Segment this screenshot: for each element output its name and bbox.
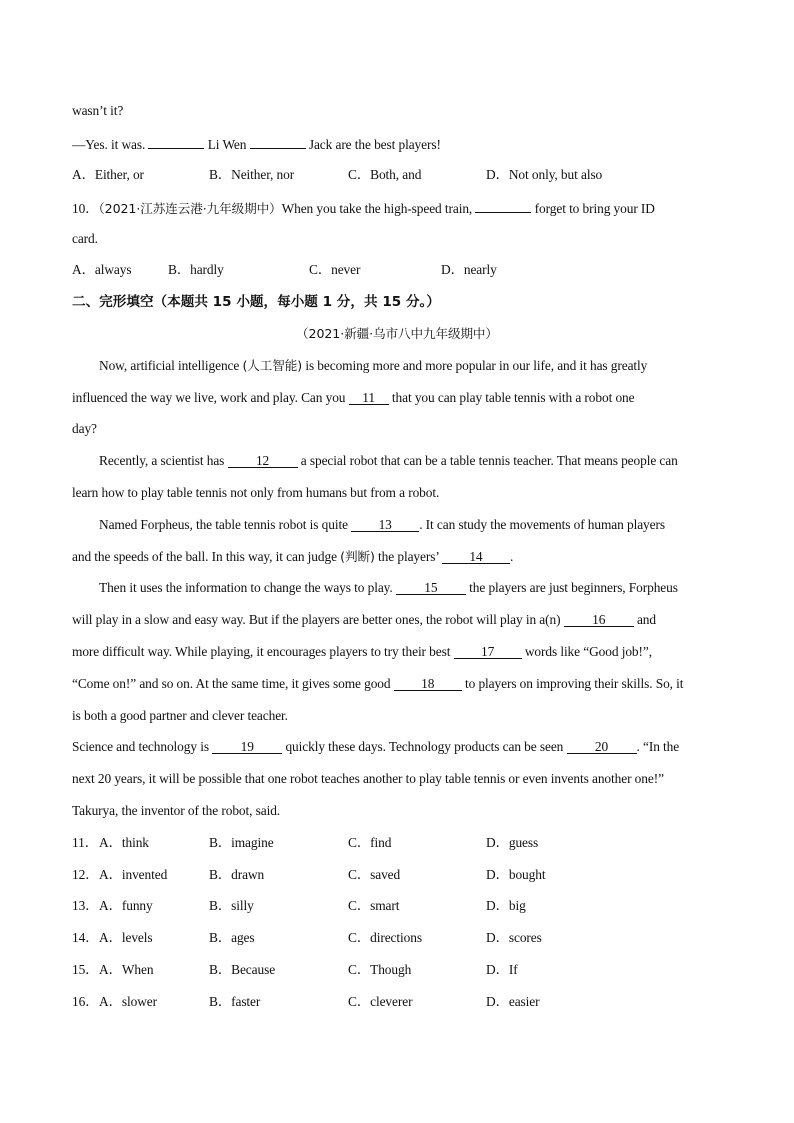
passage-p4-line2	[72, 612, 656, 628]
p2-text-cont: a special robot that can be a table tennis teacher. That means people can	[297, 453, 678, 468]
option-b[interactable]: B．imagine	[209, 835, 274, 850]
p1-text: Now, artificial intelligence	[99, 358, 243, 373]
choice-row-15	[72, 962, 722, 978]
p1-cjk-gloss: (人工智能)	[242, 358, 303, 373]
passage-p3-line1	[99, 517, 665, 533]
q9-blank-1[interactable]	[148, 135, 204, 149]
q9-option-c[interactable]: C．Both, and	[348, 167, 422, 182]
passage-p1-line3: day?	[72, 421, 97, 436]
option-d[interactable]: D．If	[486, 962, 518, 977]
option-b[interactable]: B．drawn	[209, 867, 265, 882]
q9-continuation: wasn’t it?	[72, 103, 124, 118]
option-a[interactable]: A．When	[99, 962, 154, 977]
choice-row-14	[72, 930, 722, 946]
passage-p2-line1	[99, 453, 678, 469]
q10-text-post: forget to bring your ID	[531, 201, 655, 216]
p1-text-cont: that you can play table tennis with a robot one	[388, 390, 635, 405]
passage-p1-line2	[72, 390, 634, 406]
q10-blank[interactable]	[475, 199, 531, 213]
choice-number: 13．	[72, 898, 99, 913]
q10-text-pre: When you take the high-speed train,	[281, 201, 476, 216]
passage-p4-line5: is both a good partner and clever teacher.	[72, 708, 288, 723]
choice-number: 14．	[72, 930, 99, 945]
option-d[interactable]: D．big	[486, 898, 526, 913]
p3-text: and the speeds of the ball. In this way, it can judge	[72, 549, 341, 564]
p1-text-cont: is becoming more and more popular in our life, and it has greatly	[302, 358, 648, 373]
q10-continuation: card.	[72, 231, 98, 246]
q10-source: （2021·江苏连云港·九年级期中）	[98, 201, 282, 216]
choice-row-12	[72, 867, 722, 883]
p3-text-end: .	[509, 549, 514, 564]
option-d[interactable]: D．guess	[486, 835, 539, 850]
q10-option-d[interactable]: D．nearly	[441, 262, 497, 277]
choice-number: 16．	[72, 994, 99, 1009]
choice-row-16	[72, 994, 722, 1010]
passage-p3-line2	[72, 549, 513, 565]
passage-p1-line1	[99, 358, 647, 374]
q9-answer-line	[72, 135, 441, 153]
q10-number: 10．	[72, 201, 99, 216]
choice-row-13	[72, 898, 722, 914]
q9-answer-pre: —Yes. it was.	[72, 137, 149, 152]
blank-18[interactable]: 18	[394, 677, 462, 691]
q9-option-a[interactable]: A．Either, or	[72, 167, 144, 182]
p3-text: Named Forpheus, the table tennis robot is quite	[99, 517, 352, 532]
blank-11[interactable]: 11	[349, 391, 389, 405]
option-d[interactable]: D．scores	[486, 930, 542, 945]
p2-text: Recently, a scientist has	[99, 453, 228, 468]
option-c[interactable]: C．saved	[348, 867, 401, 882]
choice-number: 12．	[72, 867, 99, 882]
passage-p5-line2: next 20 years, it will be possible that one robot teaches another to play table tennis or even invents another one!”	[72, 771, 664, 786]
p4-text-cont: the players are just beginners, Forpheus	[465, 580, 678, 595]
option-c[interactable]: C．smart	[348, 898, 400, 913]
choice-row-11	[72, 835, 722, 851]
choice-number: 11．	[72, 835, 98, 850]
p4-text-cont: words like “Good job!”,	[521, 644, 652, 659]
option-c[interactable]: C．directions	[348, 930, 422, 945]
p4-text-cont: to players on improving their skills. So, it	[461, 676, 684, 691]
blank-16[interactable]: 16	[564, 613, 634, 627]
option-b[interactable]: B．faster	[209, 994, 261, 1009]
option-b[interactable]: B．silly	[209, 898, 254, 913]
passage-source: （2021·新疆·乌市八中九年级期中）	[296, 326, 498, 341]
option-c[interactable]: C．Though	[348, 962, 412, 977]
q9-options	[72, 167, 722, 183]
passage-p4-line3	[72, 644, 652, 660]
blank-17[interactable]: 17	[454, 645, 522, 659]
p4-text: more difficult way. While playing, it encourages players to try their best	[72, 644, 454, 659]
blank-15[interactable]: 15	[396, 581, 466, 595]
blank-20[interactable]: 20	[567, 740, 637, 754]
p5-text-end: . “In the	[636, 739, 680, 754]
passage-p2-line2: learn how to play table tennis not only from humans but from a robot.	[72, 485, 440, 500]
q9-blank-2[interactable]	[250, 135, 306, 149]
option-a[interactable]: A．slower	[99, 994, 157, 1009]
option-a[interactable]: A．levels	[99, 930, 153, 945]
blank-12[interactable]: 12	[228, 454, 298, 468]
q9-option-d[interactable]: D．Not only, but also	[486, 167, 603, 182]
p3-text-cont: . It can study the movements of human players	[419, 517, 665, 532]
passage-p4-line4	[72, 676, 683, 692]
p3-text-mid: the players’	[374, 549, 442, 564]
blank-19[interactable]: 19	[212, 740, 282, 754]
q10-option-b[interactable]: B．hardly	[168, 262, 224, 277]
p4-text: Then it uses the information to change the ways to play.	[99, 580, 396, 595]
p4-text: will play in a slow and easy way. But if the players are better ones, the robot will play in a(n)	[72, 612, 564, 627]
q10-options	[72, 262, 722, 278]
option-b[interactable]: B．Because	[209, 962, 276, 977]
q10-option-a[interactable]: A．always	[72, 262, 132, 277]
option-c[interactable]: C．find	[348, 835, 392, 850]
q9-answer-post: Jack are the best players!	[305, 137, 441, 152]
blank-13[interactable]: 13	[351, 518, 419, 532]
q10-stem	[72, 199, 655, 217]
p3-cjk-gloss: (判断)	[340, 549, 375, 564]
option-d[interactable]: D．bought	[486, 867, 546, 882]
p4-text-cont: and	[633, 612, 657, 627]
p5-text-mid: quickly these days. Technology products can be seen	[282, 739, 567, 754]
option-b[interactable]: B．ages	[209, 930, 255, 945]
option-c[interactable]: C．cleverer	[348, 994, 413, 1009]
option-a[interactable]: A．think	[99, 835, 149, 850]
option-d[interactable]: D．easier	[486, 994, 540, 1009]
q9-answer-mid: Li Wen	[204, 137, 250, 152]
p4-text: “Come on!” and so on. At the same time, it gives some good	[72, 676, 394, 691]
p1-text: influenced the way we live, work and play. Can you	[72, 390, 349, 405]
p5-text: Science and technology is	[72, 739, 213, 754]
blank-14[interactable]: 14	[442, 550, 510, 564]
passage-p5-line3: Takurya, the inventor of the robot, said.	[72, 803, 281, 818]
q10-option-c[interactable]: C．never	[309, 262, 361, 277]
option-a[interactable]: A．funny	[99, 898, 153, 913]
passage-p4-line1	[99, 580, 678, 596]
section-heading: 二、完形填空（本题共 15 小题，每小题 1 分，共 15 分。）	[72, 294, 440, 310]
passage-p5-line1	[72, 739, 679, 755]
option-a[interactable]: A．invented	[99, 867, 168, 882]
choice-number: 15．	[72, 962, 99, 977]
q9-option-b[interactable]: B．Neither, nor	[209, 167, 295, 182]
